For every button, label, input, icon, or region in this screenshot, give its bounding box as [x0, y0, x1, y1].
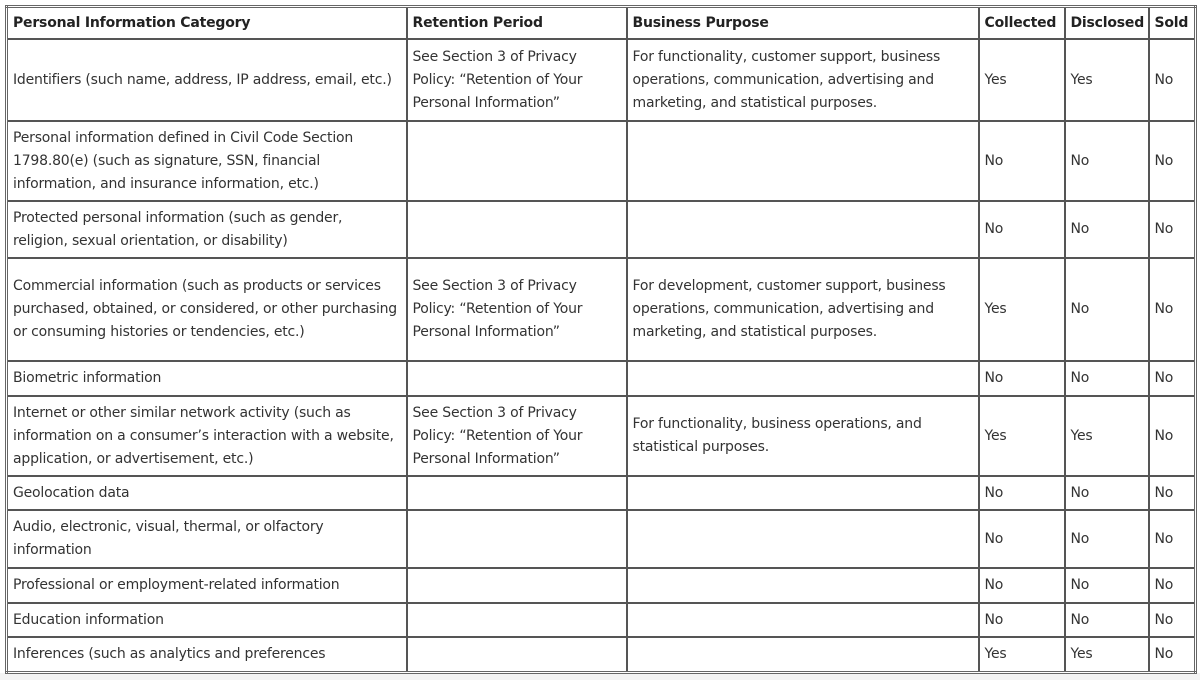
personal-information-table — [5, 5, 1197, 674]
cell-retention: See Section 3 of Privacy Policy: “Retention of Your Personal Information” — [407, 39, 627, 121]
cell-sold: No — [1149, 121, 1196, 201]
cell-purpose — [627, 201, 979, 258]
cell-disclosed: Yes — [1065, 396, 1149, 476]
cell-collected: No — [979, 476, 1065, 510]
table-row — [7, 396, 1196, 476]
cell-disclosed: No — [1065, 476, 1149, 510]
table-row — [7, 637, 1196, 673]
table-row — [7, 476, 1196, 510]
cell-retention — [407, 568, 627, 603]
cell-sold: No — [1149, 361, 1196, 396]
cell-category: Commercial information (such as products or services purchased, obtained, or considered, or other purchasing or consuming histories or tendencies, etc.) — [7, 258, 407, 361]
header-category: Personal Information Category — [7, 7, 407, 40]
cell-retention — [407, 637, 627, 673]
header-sold: Sold — [1149, 7, 1196, 40]
cell-purpose — [627, 121, 979, 201]
header-collected: Collected — [979, 7, 1065, 40]
cell-sold: No — [1149, 603, 1196, 637]
table-row — [7, 201, 1196, 258]
table-row — [7, 258, 1196, 361]
cell-purpose: For development, customer support, business operations, communication, advertising and marketing, and statistical purposes. — [627, 258, 979, 361]
cell-category: Protected personal information (such as gender, religion, sexual orientation, or disability) — [7, 201, 407, 258]
cell-sold: No — [1149, 637, 1196, 673]
cell-collected: No — [979, 568, 1065, 603]
cell-disclosed: No — [1065, 121, 1149, 201]
cell-retention — [407, 476, 627, 510]
cell-sold: No — [1149, 39, 1196, 121]
header-disclosed: Disclosed — [1065, 7, 1149, 40]
cell-purpose — [627, 361, 979, 396]
cell-disclosed: No — [1065, 510, 1149, 568]
cell-purpose: For functionality, customer support, business operations, communication, advertising and marketing, and statistical purposes. — [627, 39, 979, 121]
cell-sold: No — [1149, 201, 1196, 258]
cell-category: Biometric information — [7, 361, 407, 396]
cell-disclosed: No — [1065, 201, 1149, 258]
cell-sold: No — [1149, 568, 1196, 603]
cell-collected: No — [979, 510, 1065, 568]
cell-sold: No — [1149, 476, 1196, 510]
cell-category: Internet or other similar network activity (such as information on a consumer’s interaction with a website, application, or advertisement, etc.) — [7, 396, 407, 476]
table-row — [7, 39, 1196, 121]
cell-disclosed: No — [1065, 361, 1149, 396]
cell-category: Education information — [7, 603, 407, 637]
cell-retention — [407, 361, 627, 396]
cell-disclosed: No — [1065, 603, 1149, 637]
cell-purpose — [627, 568, 979, 603]
cell-collected: No — [979, 603, 1065, 637]
header-purpose: Business Purpose — [627, 7, 979, 40]
cell-category: Personal information defined in Civil Code Section 1798.80(e) (such as signature, SSN, financial information, and insurance information, etc.) — [7, 121, 407, 201]
cell-purpose — [627, 476, 979, 510]
cell-category: Inferences (such as analytics and preferences — [7, 637, 407, 673]
table-header-row — [7, 7, 1196, 40]
cell-collected: Yes — [979, 258, 1065, 361]
cell-retention: See Section 3 of Privacy Policy: “Retention of Your Personal Information” — [407, 396, 627, 476]
cell-retention — [407, 510, 627, 568]
header-retention: Retention Period — [407, 7, 627, 40]
cell-disclosed: No — [1065, 568, 1149, 603]
table-row — [7, 603, 1196, 637]
cell-sold: No — [1149, 258, 1196, 361]
cell-purpose — [627, 637, 979, 673]
table-row — [7, 361, 1196, 396]
cell-category: Geolocation data — [7, 476, 407, 510]
table-row — [7, 568, 1196, 603]
table-row — [7, 121, 1196, 201]
cell-collected: Yes — [979, 39, 1065, 121]
cell-retention — [407, 121, 627, 201]
cell-sold: No — [1149, 396, 1196, 476]
cell-retention — [407, 201, 627, 258]
cell-category: Professional or employment-related information — [7, 568, 407, 603]
cell-disclosed: No — [1065, 258, 1149, 361]
cell-collected: No — [979, 361, 1065, 396]
cell-purpose — [627, 603, 979, 637]
table-row — [7, 510, 1196, 568]
cell-purpose — [627, 510, 979, 568]
cell-collected: Yes — [979, 396, 1065, 476]
cell-retention: See Section 3 of Privacy Policy: “Retention of Your Personal Information” — [407, 258, 627, 361]
cell-disclosed: Yes — [1065, 39, 1149, 121]
cell-retention — [407, 603, 627, 637]
cell-collected: No — [979, 201, 1065, 258]
cell-category: Audio, electronic, visual, thermal, or olfactory information — [7, 510, 407, 568]
cell-disclosed: Yes — [1065, 637, 1149, 673]
cell-sold: No — [1149, 510, 1196, 568]
cell-collected: No — [979, 121, 1065, 201]
cell-category: Identifiers (such name, address, IP address, email, etc.) — [7, 39, 407, 121]
cell-collected: Yes — [979, 637, 1065, 673]
cell-purpose: For functionality, business operations, and statistical purposes. — [627, 396, 979, 476]
